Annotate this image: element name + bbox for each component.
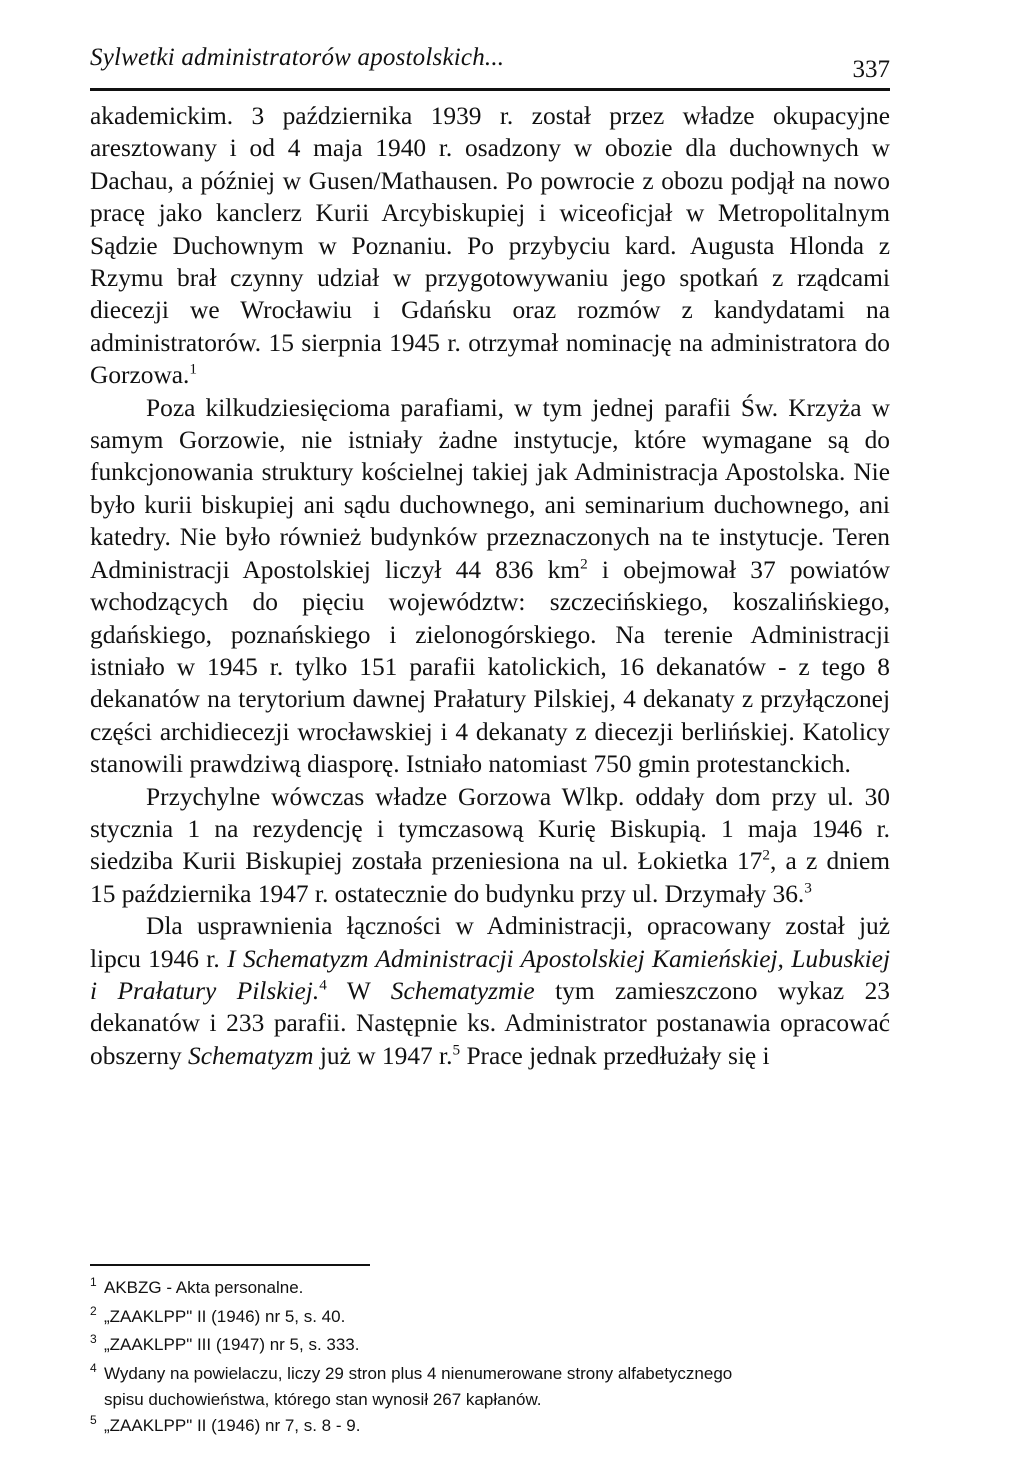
footnote-1: 1 AKBZG - Akta personalne.	[90, 1274, 890, 1303]
footnote-5: 5 „ZAAKLPP" II (1946) nr 7, s. 8 - 9.	[90, 1412, 890, 1441]
footnote-ref: 3	[804, 879, 812, 897]
footnote-ref: 2	[762, 846, 770, 864]
italic-title: I Schematyzm Administracji Apostolskiej Kamieńskiej, Lubuskiej i Prałatury Pilskiej.	[90, 944, 891, 1005]
header-rule	[90, 88, 890, 91]
footnote-ref: 1	[189, 360, 198, 378]
paragraph-3: Przychylne wówczas władze Gorzowa Wlkp. oddały dom przy ul. 30 stycznia 1 na rezydencję i tymczasową Kurię Biskupią. 1 maja 1946 r. siedziba Kurii Biskupiej została przeniesiona na ul. Łokietka $17^2$, a z dniem 15 października 1947 r. ostatecznie do budynku przy ul. Drzymały 36.$^3$	[90, 782, 890, 908]
footnote-ref: 5	[452, 1041, 461, 1059]
footnote-mark: 1	[90, 1275, 97, 1289]
footnote-4-continuation: spisu duchowieństwa, którego stan wynosił 267 kapłanów.	[104, 1390, 542, 1409]
main-text	[90, 100, 890, 1072]
running-header	[90, 40, 890, 86]
paragraph-2: Poza kilkudziesięcioma parafiami, w tym jednej parafii Św. Krzyża w samym Gorzowie, nie istniały żadne instytucje, które wymagane są do funkcjonowania struktury kościelnej takiej jak Administracja Apostolska. Nie było kurii biskupiej ani sądu duchownego, ani seminarium duchownego, ani katedry. Nie było również budynków przeznaczonych na te instytucje. Teren Administracji Apostolskiej liczył 44 836 $km^2$ i obejmował 37 powiatów wchodzących do pięciu województw: szczecińskiego, koszalińskiego, gdańskiego, poznańskiego i zielonogórskiego. Na terenie Administracji istniało w 1945 r. tylko 151 parafii katolickich, 16 dekanatów - z tego 8 dekanatów na terytorium dawnej Prałatury Pilskiej, 4 dekanaty z przyłączonej części archidiecezji wrocławskiej i 4 dekanaty z diecezji berlińskiej. Katolicy stanowili prawdziwą diasporę. Istniało natomiast 750 gmin protestanckich.	[90, 393, 891, 779]
footnote-mark: 5	[90, 1413, 97, 1427]
footnotes	[90, 1274, 890, 1441]
footnote-4: 4 Wydany na powielaczu, liczy 29 stron plus 4 nienumerowane strony alfabetycznego	[90, 1360, 890, 1389]
paragraph-1: akademickim. 3 października 1939 r. został przez władze okupacyjne aresztowany i od 4 maja 1940 r. osadzony w obozie dla duchownych w Dachau, a później w Gusen/Mathausen. Po powrocie z obozu podjął na nowo pracę jako kanclerz Kurii Arcybiskupiej i wiceoficjał w Metropolitalnym Sądzie Duchownym w Poznaniu. Po przybyciu kard. Augusta Hlonda z Rzymu brał czynny udział w przygotowywaniu jego spotkań z rządcami diecezji we Wrocławiu i Gdańsku oraz rozmów z kandydatami na administratorów. 15 sierpnia 1945 r. otrzymał nominację na administratora do Gorzowa.$^1$	[90, 102, 890, 390]
paragraph-4: Dla usprawnienia łączności w Administracji, opracowany został już lipcu 1946 r. I Schematyzm Administracji Apostolskiej Kamieńskiej, Lubuskiej i Prałatury Pilskiej.$^4$ W Schematyzmie tym zamieszczono wykaz 23 dekanatów i 233 parafii. Następnie ks. Administrator postanawia opracować obszerny Schematyzm już w 1947 r.$^5$ Prace jednak przedłużały się i	[90, 912, 891, 1070]
italic-term: Schematyzmie	[390, 976, 535, 1005]
running-title: Sylwetki administratorów apostolskich...	[90, 44, 505, 71]
footnote-2: 2 „ZAAKLPP" II (1946) nr 5, s. 40.	[90, 1303, 890, 1332]
footnote-ref: 4	[319, 976, 327, 994]
footnote-3: 3 „ZAAKLPP" III (1947) nr 5, s. 333.	[90, 1331, 890, 1360]
footnote-mark: 2	[90, 1303, 97, 1318]
footnote-rule	[90, 1264, 370, 1266]
footnote-mark: 4	[90, 1360, 97, 1375]
footnote-mark: 3	[90, 1332, 97, 1346]
page-number: 337	[852, 56, 890, 83]
superscript: 2	[580, 555, 588, 573]
italic-term: Schematyzm	[188, 1041, 314, 1070]
